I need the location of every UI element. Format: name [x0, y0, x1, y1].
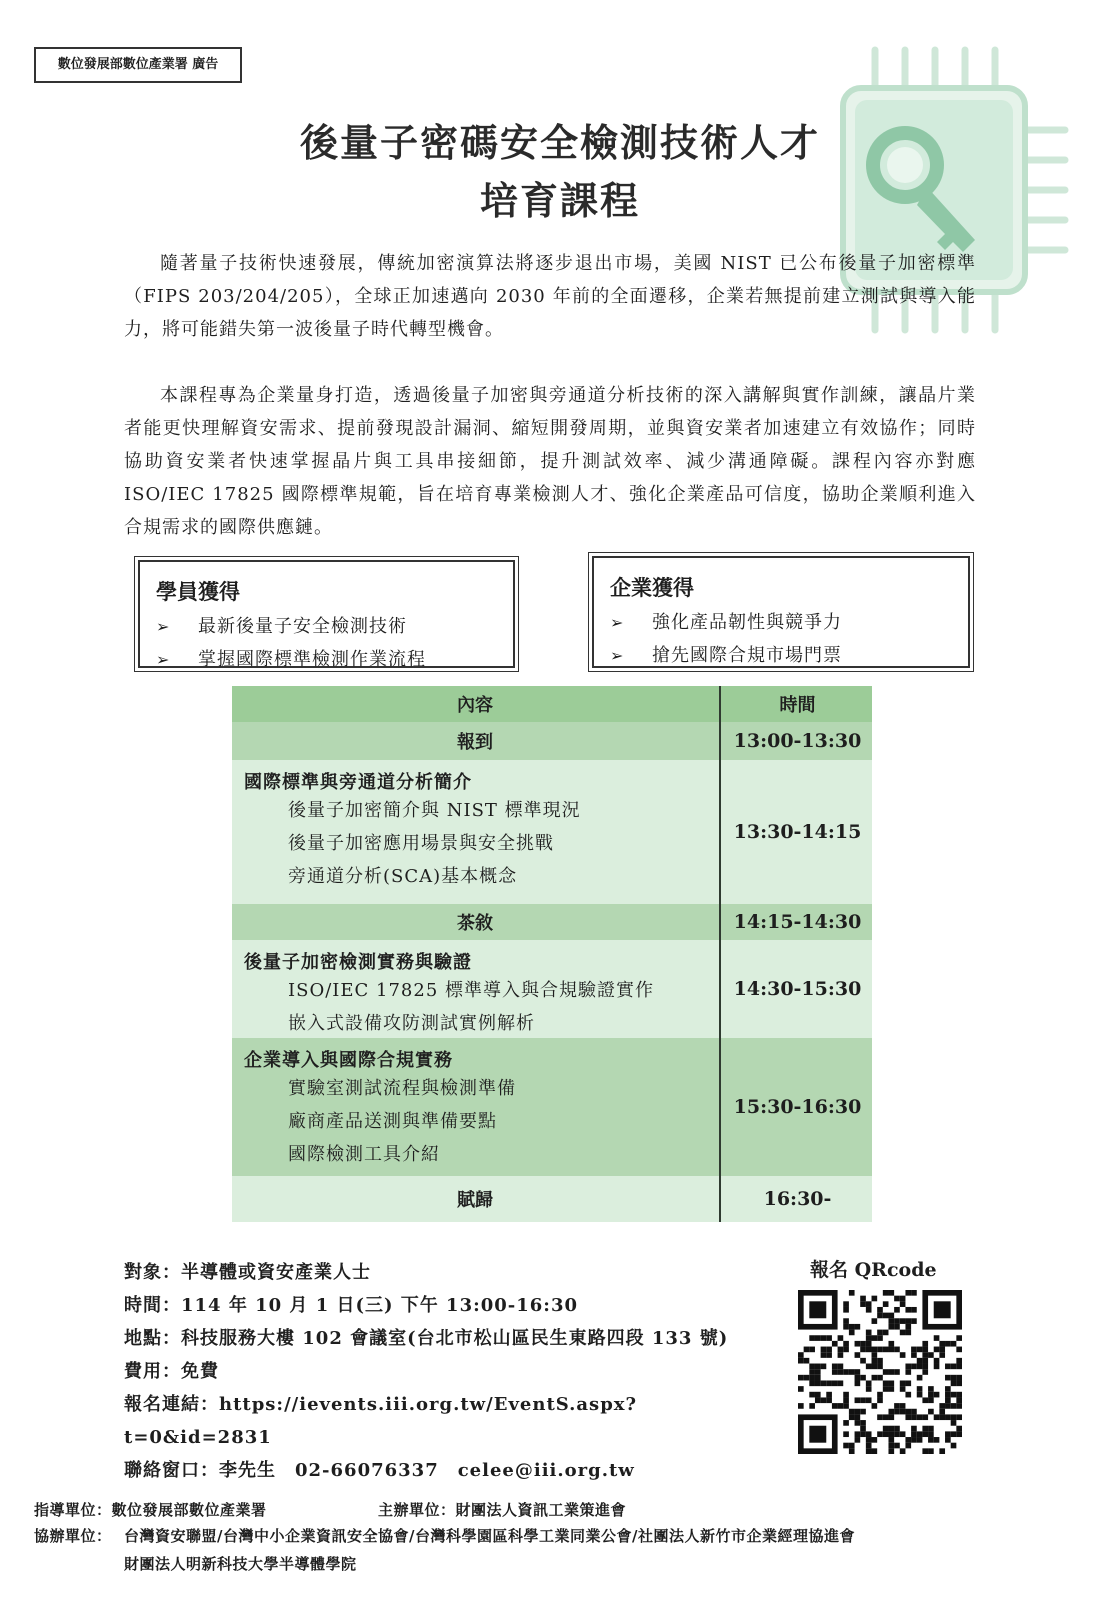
student-gains-box: [138, 560, 515, 668]
schedule-table: [232, 686, 872, 1222]
fee: 費用：免費: [124, 1361, 219, 1382]
list-item: ➢ 最新後量子安全檢測技術: [156, 610, 513, 643]
enterprise-gains-box: [592, 556, 970, 668]
table-row: 後量子加密檢測實務與驗證 ISO/IEC 17825 標準導入與合規驗證實作 嵌入式設備攻防測試實例解析 14:30-15:30: [232, 940, 872, 1038]
student-gains-title: 學員獲得: [156, 580, 240, 604]
table-row: 報到 13:00-13:30: [232, 722, 872, 760]
list-item: ➢ 掌握國際標準檢測作業流程: [156, 643, 513, 676]
list-item: ➢ 搶先國際合規市場門票: [610, 639, 968, 672]
arrow-bullet-icon: ➢: [610, 613, 625, 632]
registration-link[interactable]: 報名連結：https://ievents.iii.org.tw/EventS.aspx?t=0&id=2831: [124, 1394, 638, 1448]
qr-label: 報名 QRcode: [810, 1259, 937, 1281]
footer-co-organizers: 台灣資安聯盟/台灣中小企業資訊安全協會/台灣科學園區科學工業同業公會/社團法人新竹市企業經理協進會: [124, 1527, 855, 1545]
arrow-bullet-icon: ➢: [156, 617, 171, 636]
header-time: 時間: [719, 686, 874, 722]
footer-co-label: 協辦單位：: [34, 1527, 112, 1545]
intro-paragraph-1: 隨著量子技術快速發展，傳統加密演算法將逐步退出市場，美國 NIST 已公布後量子加密標準（FIPS 203/204/205），全球正加速邁向 2030 年前的全面遷移，企業若無提前建立測試與導入能力，將可能錯失第一波後量子時代轉型機會。: [124, 253, 976, 340]
table-header-row: [232, 686, 872, 722]
page-title: 後量子密碼安全檢測技術人才: [299, 120, 820, 165]
table-row: 茶敘 14:15-14:30: [232, 904, 872, 940]
ad-tag: 數位發展部數位產業署 廣告: [34, 47, 242, 83]
footer-co-organizers-2: 財團法人明新科技大學半導體學院: [124, 1555, 357, 1573]
qr-code-icon[interactable]: [798, 1290, 962, 1454]
event-time: 時間：114 年 10 月 1 日(三) 下午 13:00-16:30: [124, 1295, 579, 1316]
contact: 聯絡窗口：李先生 02-66076337 celee@iii.org.tw: [124, 1460, 635, 1481]
page-subtitle: 培育課程: [479, 178, 640, 223]
intro-paragraph-2: 本課程專為企業量身打造，透過後量子加密與旁通道分析技術的深入講解與實作訓練，讓晶片業者能更快理解資安需求、提前發現設計漏洞、縮短開發周期，並與資安業者加速建立有效協作；同時協助資安業者快速掌握晶片與工具串接細節，提升測試效率、減少溝通障礙。課程內容亦對應 ISO/IEC 17825 國際標準規範，旨在培育專業檢測人才、強化企業產品可信度，協助企業順利進入合規需求的國際供應鏈。: [124, 385, 976, 538]
table-row: 企業導入與國際合規實務 實驗室測試流程與檢測準備 廠商產品送測與準備要點 國際檢測工具介紹 15:30-16:30: [232, 1038, 872, 1176]
table-row: 國際標準與旁通道分析簡介 後量子加密簡介與 NIST 標準現況 後量子加密應用場景與安全挑戰 旁通道分析(SCA)基本概念 13:30-14:15: [232, 760, 872, 904]
list-item: ➢ 強化產品韌性與競爭力: [610, 606, 968, 639]
arrow-bullet-icon: ➢: [610, 646, 625, 665]
audience: 對象：半導體或資安產業人士: [124, 1262, 371, 1283]
venue: 地點：科技服務大樓 102 會議室(台北市松山區民生東路四段 133 號): [124, 1328, 729, 1349]
footer-organizer: 主辦單位：財團法人資訊工業策進會: [378, 1501, 627, 1519]
arrow-bullet-icon: ➢: [156, 650, 171, 669]
table-row: 賦歸 16:30-: [232, 1176, 872, 1222]
footer-guide: 指導單位：數位發展部數位產業署: [34, 1501, 267, 1519]
event-info: [124, 1256, 784, 1487]
header-content: 內容: [457, 695, 493, 716]
enterprise-gains-title: 企業獲得: [610, 576, 694, 600]
